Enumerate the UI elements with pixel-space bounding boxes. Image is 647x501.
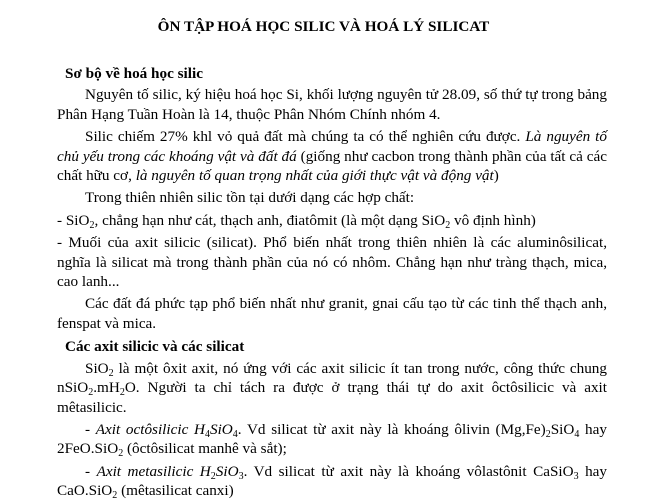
text-run: -	[85, 462, 97, 480]
subscript: 4	[204, 428, 210, 440]
subscript: 2	[545, 428, 551, 440]
text-run: SiO	[85, 359, 109, 377]
italic-run: là nguyên tố quan trọng nhất của giới thực vật và động vật	[135, 167, 494, 185]
subscript: 2	[108, 367, 114, 379]
paragraph-silicon-abundance	[57, 127, 607, 185]
subscript: 2	[210, 470, 216, 482]
paragraph-silicon-element: Nguyên tố silic, ký hiệu hoá học Si, khối lượng nguyên tử 28.09, số thứ tự trong bảng Phân Hạng Tuần Hoàn là 14, thuộc Phân Nhóm Chính nhóm 4.	[57, 86, 607, 123]
subscript: 3	[573, 470, 579, 482]
paragraph-sio2-acid	[57, 359, 607, 417]
subscript: 4	[232, 428, 238, 440]
section-heading-intro: Sơ bộ về hoá học silic	[65, 65, 203, 82]
document-body	[57, 64, 607, 501]
subscript: 3	[238, 470, 244, 482]
subscript: 2	[89, 219, 95, 231]
text-run: hay 2FeO.SiO	[57, 420, 607, 458]
italic-run: SiO	[209, 420, 233, 438]
text-run: .mH	[93, 379, 120, 397]
subscript: 2	[88, 387, 94, 399]
text-run: . Vd silicat từ axit này là khoáng vôlastônit CaSiO	[243, 462, 574, 480]
text-run: hay CaO.SiO	[57, 462, 608, 500]
list-item-silicates: - Muối của axit silicic (silicat). Phổ biến nhất trong thiên nhiên là các aluminôsilicat, nghĩa là silicat mà trong thành phần của nó có nhôm. Chẳng hạn như tràng thạch, mica, cao lanh...	[57, 234, 607, 291]
subscript: 4	[574, 428, 580, 440]
subscript: 2	[445, 219, 451, 231]
list-item-sio2	[57, 211, 607, 230]
subscript: 2	[112, 490, 118, 501]
text-run: (mêtasilicat canxi)	[117, 482, 234, 500]
paragraph-rocks: Các đất đá phức tạp phổ biến nhất như granit, gnai cấu tạo từ các tinh thể thạch anh, fenspat và mica.	[57, 295, 607, 332]
text-run: Silic chiếm 27% khl vỏ quả đất mà chúng ta có thể nghiên cứu được.	[85, 128, 526, 146]
text-run: )	[493, 167, 499, 185]
text-run: - SiO	[57, 211, 90, 229]
text-run: , chẳng hạn như cát, thạch anh, điatômit (là một dạng SiO	[94, 211, 446, 229]
italic-run: Axit octôsilicic H	[95, 420, 205, 438]
text-run: là một ôxit axit, nó ứng với các axit silicic ít tan trong nước, công thức chung nSiO	[57, 359, 607, 397]
text-run: SiO	[550, 420, 575, 438]
text-run: vô định hình)	[450, 211, 536, 229]
document-title: ÔN TẬP HOÁ HỌC SILIC VÀ HOÁ LÝ SILICAT	[157, 18, 490, 35]
paragraph-compounds-intro: Trong thiên nhiên silic tồn tại dưới dạng các hợp chất:	[85, 189, 415, 207]
italic-run: Axit metasilicic H	[96, 462, 211, 480]
text-run: . Vd silicat từ axit này là khoáng ôlivin (Mg,Fe)	[237, 420, 546, 438]
subscript: 2	[118, 448, 124, 460]
list-item-orthosilicic	[57, 420, 607, 459]
list-item-metasilicic	[57, 462, 607, 501]
italic-run: Là nguyên tố chủ yếu trong các khoáng vật và đất đá	[57, 128, 607, 165]
text-run: -	[85, 420, 96, 438]
italic-run: SiO	[215, 462, 239, 480]
text-run: (giống như cacbon trong thành phần của tất cả các chất hữu cơ,	[57, 147, 608, 185]
subscript: 2	[119, 387, 125, 399]
text-run: (ôctôsilicat manhê và sắt);	[123, 440, 287, 458]
section-heading-acids: Các axit silicic và các silicat	[65, 338, 245, 356]
text-run: O. Người ta chỉ tách ra được ở trạng thái tự do axit ôctôsilicic và axit mêtasilicic.	[57, 379, 607, 416]
